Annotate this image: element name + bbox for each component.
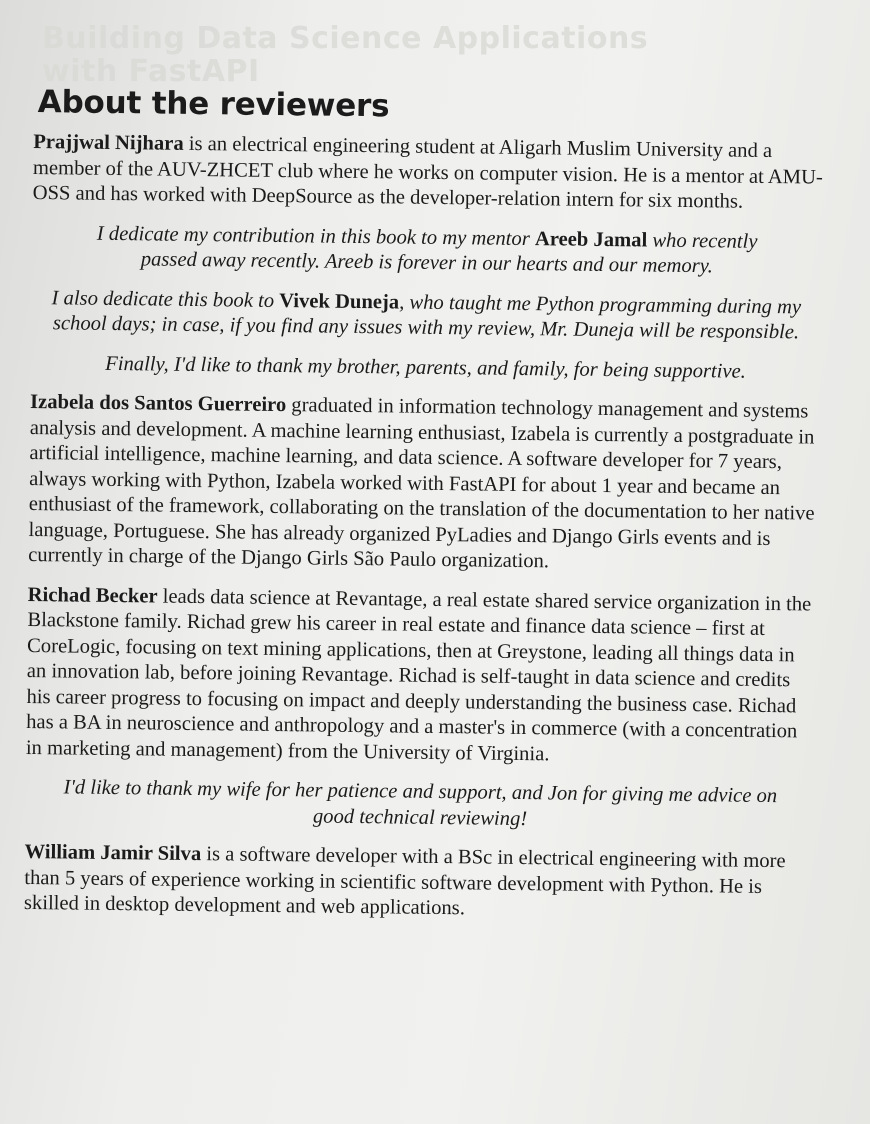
reviewer-name: Prajjwal Nijhara	[33, 130, 184, 155]
reviewer-name: William Jamir Silva	[24, 840, 202, 866]
reviewer-bio-text: leads data science at Revantage, a real estate shared service organization in the Blackstone family. Richad grew his career in real estate and finance data science – first at CoreLogic, focusing on text mining applications, then at Greystone, leading all things data in an innovation lab, before joining Revantage. Richad is self-taught in data science and credits his career progress to focusing on impact and deeply understanding the business case. Richad has a BA in neuroscience and anthropology and a master's in commerce (with a concentration in marketing and management) from the University of Virginia.	[25, 585, 812, 765]
reviewer-bio-izabela	[28, 390, 820, 578]
page-title: About the reviewers	[37, 84, 390, 125]
reviewer-name: Izabela dos Santos Guerreiro	[29, 390, 287, 417]
dedication-wife-jon: I'd like to thank my wife for her patience and support, and Jon for giving me advice on good technical reviewing!	[63, 776, 778, 830]
book-page	[24, 84, 824, 940]
dedication-family: Finally, I'd like to thank my brother, parents, and family, for being supportive.	[105, 352, 746, 383]
reviewer-bio-richad	[26, 582, 818, 770]
dedication-vivek: I also dedicate this book to Vivek Duneja, who taught me Python programming during my school days; in case, if you find any issues with my review, Mr. Duneja will be responsible.	[51, 286, 802, 344]
reviewer-bio-text: is an electrical engineering student at Aligarh Muslim University and a member of the AUV-ZHCET club where he works on computer vision. He is a mentor at AMU-OSS and has worked with DeepSource as the developer-relation intern for six months.	[32, 132, 823, 213]
reviewer-bio-text: is a software developer with a BSc in electrical engineering with more than 5 years of experience working in scientific software development with Python. He is skilled in desktop development and web applications.	[23, 843, 786, 920]
faint-bleed-through-title	[42, 22, 648, 88]
ghost-title-text: Building Data Science Applications with FastAPI	[42, 21, 649, 89]
reviewer-bio-text: graduated in information technology management and systems analysis and development. A machine learning enthusiast, Izabela is currently a postgraduate in artificial intelligence, machine learning, and data science. A software developer for 7 years, always working with Python, Izabela worked with FastAPI for about 1 year and became an enthusiast of the framework, collaborating on the translation of the documentation to her native language, Portuguese. She has already organized PyLadies and Django Girls events and is currently in charge of the Django Girls São Paulo organization.	[28, 394, 815, 573]
reviewer-name: Richad Becker	[27, 583, 158, 608]
dedication-areeb: I dedicate my contribution in this book to my mentor Areeb Jamal who recently passed away recently. Areeb is forever in our hearts and our memory.	[96, 222, 758, 278]
reviewer-bio-william	[24, 840, 815, 926]
reviewer-bio-prajjwal	[33, 130, 824, 216]
